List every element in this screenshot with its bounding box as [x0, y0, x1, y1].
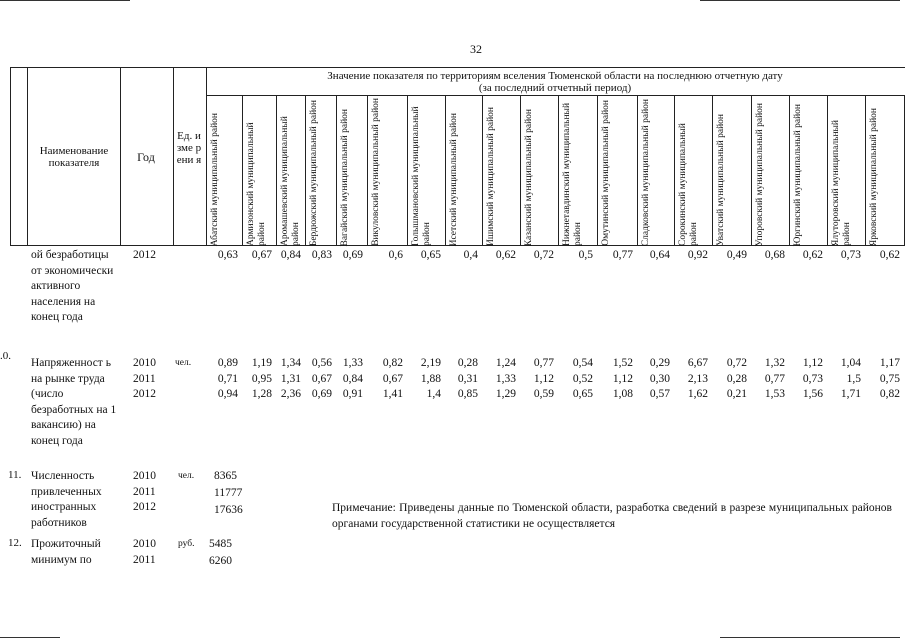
value-cell: 0,77 — [533, 357, 554, 369]
value-cell: 0,21 — [726, 388, 747, 400]
district-header-label: Сладковский муниципальный район — [641, 98, 651, 246]
district-header — [831, 96, 863, 246]
scan-edge-bottom-left — [0, 637, 60, 638]
value-cell: 0,5 — [578, 249, 593, 261]
value-cell: 0,84 — [342, 372, 363, 385]
col-border-year — [173, 67, 174, 246]
value-cell: 0,71 — [217, 372, 238, 385]
year-cell: 2012 — [133, 388, 156, 400]
value-cell: 0,84 — [280, 249, 301, 261]
col-border-district — [712, 95, 713, 245]
district-header-label: Голышмановский муниципальный район — [411, 106, 432, 246]
value-cell: 0,82 — [879, 388, 900, 400]
district-header — [340, 96, 365, 246]
col-border-district — [407, 95, 408, 245]
value-cell: 0,57 — [649, 388, 670, 400]
col-border-name — [120, 67, 121, 246]
indicator-name: Напряженност ь на рынке труда (число безработных на 1 вакансию) на конец года — [31, 357, 117, 447]
value-cell: 0,63 — [217, 249, 238, 261]
value-cell: 0,30 — [649, 372, 670, 385]
col-border-district — [827, 95, 828, 245]
value-cell: 1,17 — [879, 357, 900, 369]
value-cell: 0,68 — [764, 249, 785, 261]
district-header — [716, 96, 749, 246]
value-cell: 0,69 — [342, 249, 363, 261]
value-cell: 0,77 — [764, 372, 785, 385]
value-cell: 1,5 — [846, 372, 861, 385]
district-header-label: Сорокинский муниципальный район — [678, 123, 699, 246]
value-cell: 6,67 — [687, 357, 708, 369]
table-top-border — [10, 67, 905, 68]
col-border-district — [445, 95, 446, 245]
district-header — [562, 96, 595, 246]
col-border-district — [305, 95, 306, 245]
district-header-label: Упоровский муниципальный район — [755, 102, 765, 246]
district-header — [678, 96, 710, 246]
value-cell: 2,13 — [687, 372, 708, 385]
district-header-label: Викуловский муниципальный район — [371, 98, 381, 246]
header-group-title-line1: Значение показателя по территориям вселения Тюменской области на последнюю отчетную дату — [327, 70, 783, 82]
value-cell: 0,67 — [251, 249, 272, 261]
value-cell: 1,12 — [802, 357, 823, 369]
col-border-left — [10, 67, 11, 246]
district-header-label: Казанский муниципальный район — [524, 108, 534, 246]
value-cell: 0,75 — [879, 372, 900, 385]
district-header-label: Армизонский муниципальный район — [246, 122, 267, 246]
district-header — [246, 96, 274, 246]
value-cell: 0,6 — [388, 249, 403, 261]
row-number: 11. — [8, 469, 22, 481]
value-cell: 0,72 — [533, 249, 554, 261]
value-cell: 0,59 — [533, 388, 554, 400]
value-cell: 0,94 — [217, 388, 238, 400]
value-cell: 0,73 — [840, 249, 861, 261]
value-cell: 1,41 — [382, 388, 403, 400]
value-cell: 0,64 — [649, 249, 670, 261]
district-header — [524, 96, 556, 246]
total-value-cell: 11777 — [214, 487, 243, 499]
year-cell: 2011 — [133, 485, 156, 498]
value-cell: 0,82 — [382, 357, 403, 369]
col-border-district — [674, 95, 675, 245]
value-cell: 1,31 — [280, 372, 301, 385]
row-number: 12. — [8, 537, 22, 549]
col-border-district — [520, 95, 521, 245]
value-cell: 0,65 — [572, 388, 593, 400]
value-cell: 1,08 — [612, 388, 633, 400]
district-header-label: Абатский муниципальный район — [210, 112, 220, 246]
district-header-label: Ялуторовский муниципальный район — [831, 119, 852, 246]
value-cell: 0,85 — [457, 388, 478, 400]
value-cell: 0,62 — [802, 249, 823, 261]
total-value-cell: 17636 — [214, 504, 243, 516]
value-cell: 0,72 — [726, 357, 747, 369]
header-year-column: Год — [137, 150, 155, 164]
value-cell: 0,67 — [382, 372, 403, 385]
indicator-name: ой безработицы от экономически активного населения на конец года — [31, 249, 114, 323]
value-cell: 1,28 — [251, 388, 272, 400]
value-cell: 0,52 — [572, 372, 593, 385]
col-border-district — [367, 95, 368, 245]
value-cell: 1,12 — [612, 372, 633, 385]
value-cell: 1,19 — [251, 357, 272, 369]
district-header — [793, 96, 825, 246]
district-header-label: Аромашевский муниципальный район — [280, 116, 301, 246]
value-cell: 1,4 — [426, 388, 441, 400]
col-border-district — [637, 95, 638, 245]
value-cell: 0,62 — [495, 249, 516, 261]
col-border-num — [27, 67, 28, 246]
col-border-district — [789, 95, 790, 245]
page-number: 32 — [470, 42, 482, 56]
value-cell: 0,91 — [342, 388, 363, 400]
header-group-title — [206, 70, 904, 94]
district-header-label: Бердюжский муниципальный район — [309, 99, 319, 246]
district-header-label: Исетский муниципальный район — [449, 112, 459, 246]
value-cell: 2,36 — [280, 388, 301, 400]
total-value-cell: 6260 — [209, 555, 232, 567]
district-header — [411, 96, 443, 246]
value-cell: 0,69 — [311, 388, 332, 400]
value-cell: 0,83 — [311, 249, 332, 261]
district-header — [601, 96, 635, 246]
value-cell: 1,52 — [612, 357, 633, 369]
value-cell: 0,28 — [726, 372, 747, 385]
value-cell: 0,89 — [217, 357, 238, 369]
col-border-district — [751, 95, 752, 245]
col-border-district — [865, 95, 866, 245]
year-cell: 2011 — [133, 553, 156, 566]
year-cell: 2010 — [133, 470, 156, 482]
col-border-district — [482, 95, 483, 245]
value-cell: 1,33 — [342, 357, 363, 369]
district-header — [869, 96, 902, 246]
district-header — [280, 96, 303, 246]
unit-label: чел. — [178, 471, 195, 481]
total-value-cell: 8365 — [214, 470, 237, 482]
value-cell: 0,56 — [311, 357, 332, 369]
value-cell: 1,32 — [764, 357, 785, 369]
value-cell: 0,54 — [572, 357, 593, 369]
district-header — [371, 96, 405, 246]
scan-edge-top-right — [700, 0, 900, 1]
value-cell: 1,29 — [495, 388, 516, 400]
value-cell: 0,49 — [726, 249, 747, 261]
year-cell: 2011 — [133, 372, 156, 385]
district-header-label: Ярковский муниципальный район — [869, 107, 879, 246]
value-cell: 0,65 — [420, 249, 441, 261]
value-cell: 2,19 — [420, 357, 441, 369]
district-header — [449, 96, 480, 246]
value-cell: 0,77 — [612, 249, 633, 261]
value-cell: 1,62 — [687, 388, 708, 400]
col-border-district — [242, 95, 243, 245]
row-number: .0. — [0, 350, 11, 362]
district-header — [309, 96, 334, 246]
year-cell: 2010 — [133, 357, 156, 369]
district-header-label: Нижнетавдинский муниципальный район — [562, 102, 583, 246]
value-cell: 0,92 — [687, 249, 708, 261]
col-border-district — [276, 95, 277, 245]
col-border-district — [558, 95, 559, 245]
col-border-district — [597, 95, 598, 245]
value-cell: 0,31 — [457, 372, 478, 385]
value-cell: 0,29 — [649, 357, 670, 369]
district-header — [486, 96, 518, 246]
value-cell: 1,34 — [280, 357, 301, 369]
unit-label: руб. — [178, 539, 195, 549]
value-cell: 1,33 — [495, 372, 516, 385]
district-header-label: Вагайский муниципальный район — [340, 108, 350, 246]
value-cell: 0,73 — [802, 372, 823, 385]
scan-edge-bottom-right — [720, 637, 900, 638]
value-cell: 1,24 — [495, 357, 516, 369]
value-cell: 1,71 — [840, 388, 861, 400]
district-header — [641, 96, 672, 246]
district-header — [210, 96, 240, 246]
district-header-label: Уватский муниципальный район — [716, 114, 726, 246]
year-cell: 2010 — [133, 538, 156, 550]
value-cell: 1,56 — [802, 388, 823, 400]
value-cell: 1,04 — [840, 357, 861, 369]
indicator-name: Численность привлеченных иностранных работников — [31, 470, 102, 529]
year-cell: 2012 — [133, 501, 156, 513]
value-cell: 0,62 — [879, 249, 900, 261]
col-border-district — [336, 95, 337, 245]
value-cell: 1,53 — [764, 388, 785, 400]
value-cell: 1,88 — [420, 372, 441, 385]
value-cell: 0,28 — [457, 357, 478, 369]
total-value-cell: 5485 — [209, 538, 232, 550]
scan-edge-top-left — [0, 0, 130, 1]
header-unit-column: Ед. изме рени я — [176, 130, 202, 166]
indicator-name: Прожиточный минимум по — [31, 538, 101, 566]
header-name-column: Наименование показателя — [39, 145, 109, 169]
district-header-label: Ишимский муниципальный район — [486, 106, 496, 246]
district-header — [755, 96, 787, 246]
year-cell: 2012 — [133, 249, 156, 261]
value-cell: 0,4 — [463, 249, 478, 261]
district-header-label: Омутинский муниципальный район — [601, 100, 611, 246]
value-cell: 0,95 — [251, 372, 272, 385]
note-text: Примечание: Приведены данные по Тюменской области, разработка сведений в разрезе муниципальных районов органами государственной статистики не осуществляется — [332, 502, 892, 530]
value-cell: 1,12 — [533, 372, 554, 385]
value-cell: 0,67 — [311, 372, 332, 385]
unit-label: чел. — [175, 358, 192, 368]
header-group-title-line2: (за последний отчетный период) — [478, 82, 632, 94]
district-header-label: Юргинский муниципальный район — [793, 103, 803, 246]
